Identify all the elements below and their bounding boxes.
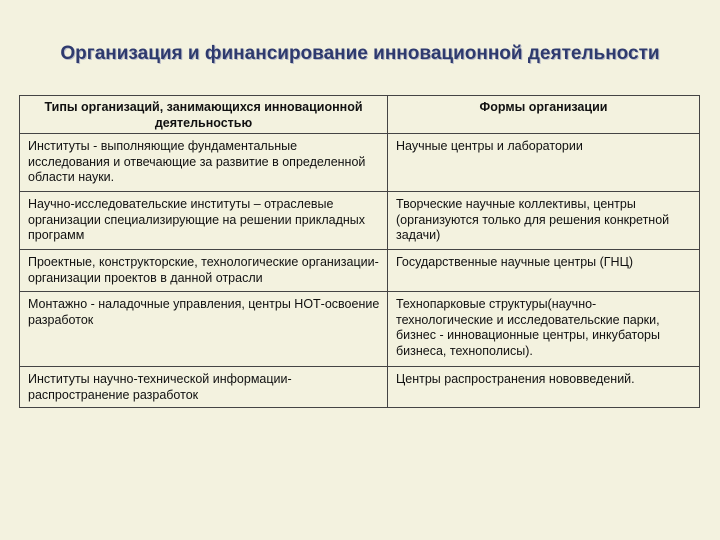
header-organization-forms: Формы организации	[388, 96, 700, 134]
table-row	[20, 134, 700, 192]
organization-type-cell: Монтажно - наладочные управления, центры НОТ-освоение разработок	[20, 292, 388, 367]
organization-form-cell: Центры распространения нововведений.	[388, 367, 700, 408]
table-row	[20, 250, 700, 292]
organization-form-cell: Технопарковые структуры(научно-технологические и исследовательские парки, бизнес - инновационные центры, инкубаторы бизнеса, технополисы).	[388, 292, 700, 367]
page-title: Организация и финансирование инновационной деятельности	[60, 43, 660, 64]
table-row	[20, 192, 700, 250]
organization-type-cell: Институты научно-технической информации-распространение разработок	[20, 367, 388, 408]
organization-type-cell: Институты - выполняющие фундаментальные исследования и отвечающие за развитие в определенной области науки.	[20, 134, 388, 192]
organization-form-cell: Творческие научные коллективы, центры (организуются только для решения конкретной задачи)	[388, 192, 700, 250]
organization-form-cell: Научные центры и лаборатории	[388, 134, 700, 192]
table-row	[20, 367, 700, 408]
organizations-table	[19, 95, 700, 408]
table-header-row	[20, 96, 700, 134]
organization-type-cell: Проектные, конструкторские, технологические организации- организации проектов в данной отрасли	[20, 250, 388, 292]
organization-type-cell: Научно-исследовательские институты – отраслевые организации специализирующие на решении прикладных программ	[20, 192, 388, 250]
organization-form-cell: Государственные научные центры (ГНЦ)	[388, 250, 700, 292]
header-organization-types: Типы организаций, занимающихся инновационной деятельностью	[20, 96, 388, 134]
organizations-table-container	[19, 95, 699, 408]
table-row	[20, 292, 700, 367]
